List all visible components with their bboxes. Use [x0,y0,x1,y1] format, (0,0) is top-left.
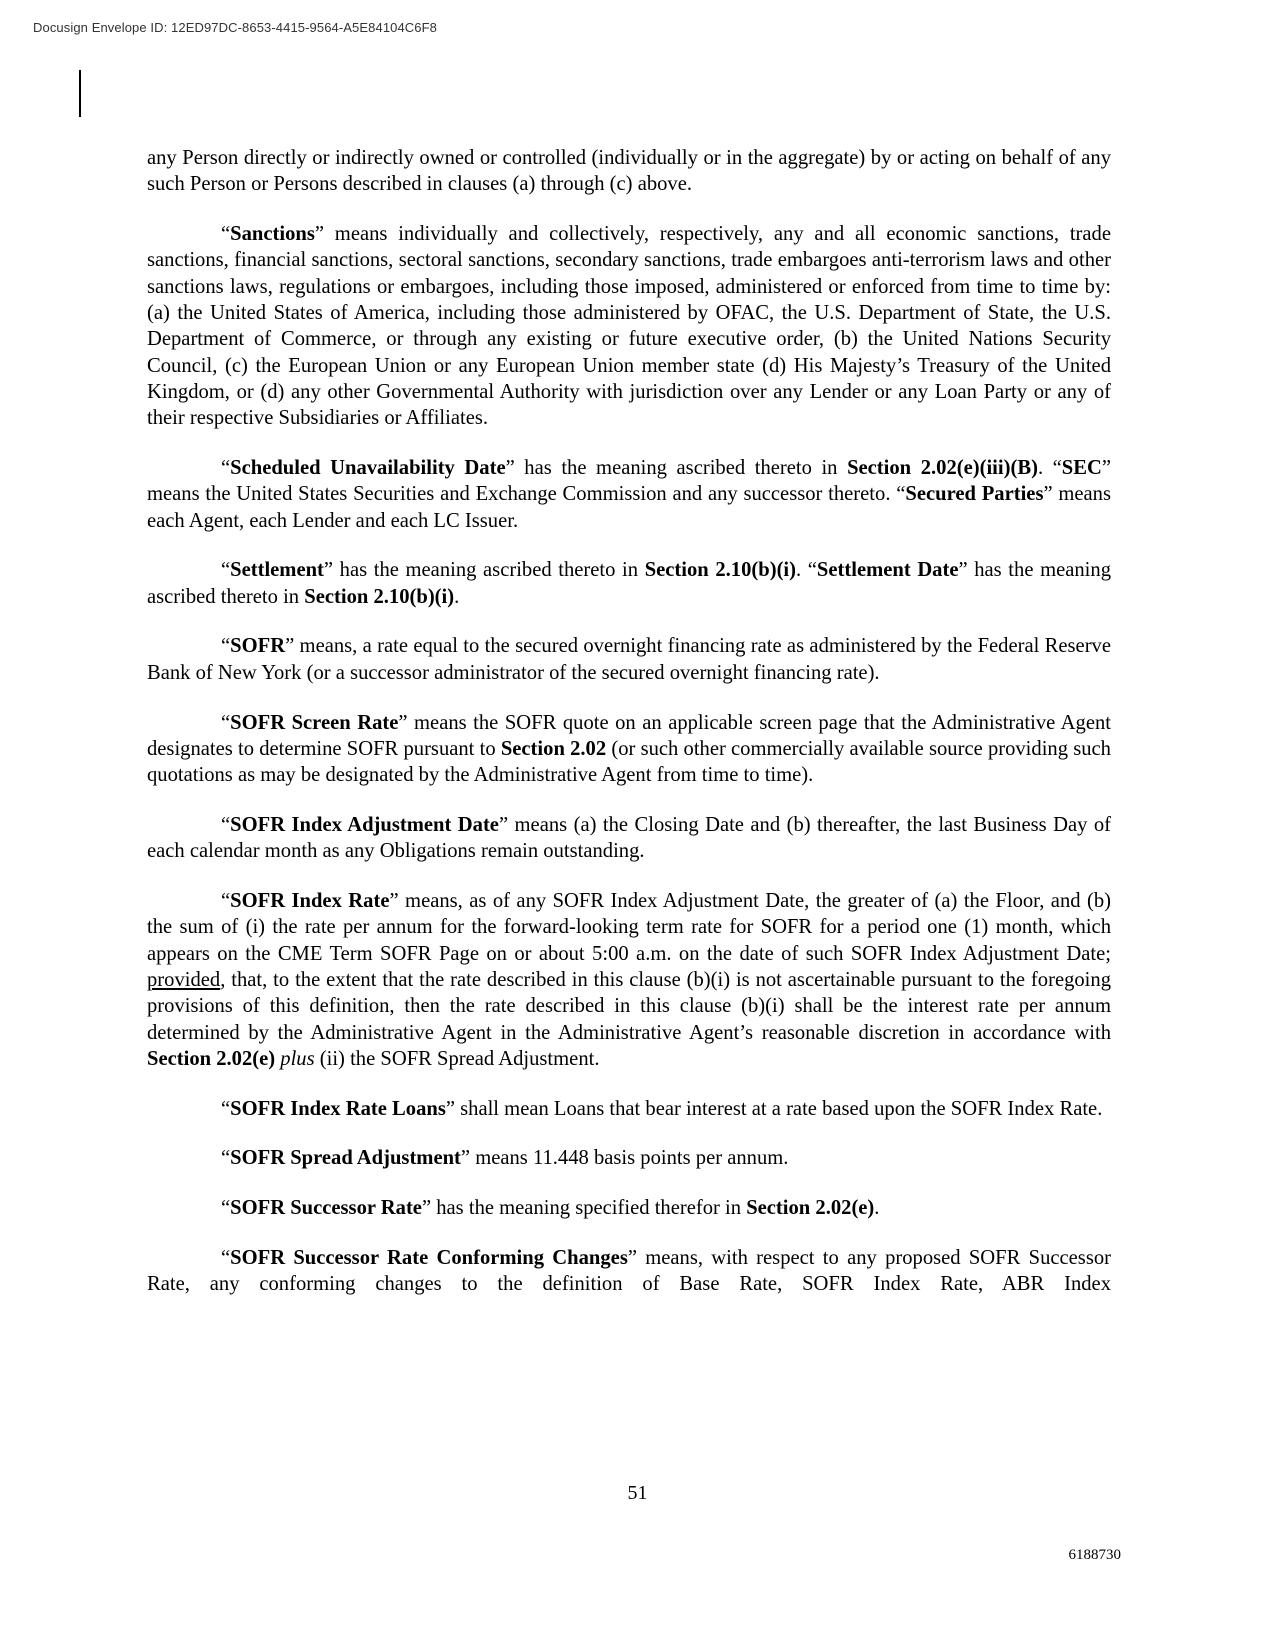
definition-text: . “ [1037,456,1062,479]
section-reference: Section 2.02(e) [147,1047,276,1070]
defined-term: SEC [1061,456,1102,479]
definition-sofr-spread-adjustment: “SOFR Spread Adjustment” means 11.448 basis points per annum. [221,1147,789,1170]
defined-term: Secured Parties [905,483,1044,506]
definition-text: ” means (a) the Closing Date and (b) thereafter, the last Business Day of each calendar month as any Obligations remain outstanding. [147,813,1111,863]
definition-sofr: “SOFR” means, a rate equal to the secured overnight financing rate as administered by the Federal Reserve Bank of New York (or a successor administrator of the secured overnight financing rate). [147,635,1111,684]
definition-settlement: “Settlement” has the meaning ascribed thereto in Section 2.10(b)(i). “Settlement Date” has the meaning ascribed thereto in Section 2.10(b)(i). [147,559,1111,608]
defined-term: SOFR Index Rate Loans [230,1097,446,1120]
definition-text: ” means individually and collectively, respectively, any and all economic sanctions, trade sanctions, financial sanctions, sectoral sanctions, secondary sanctions, trade embargoes anti-terrorism laws and other sanctions laws, regulations or embargoes, including those imposed, administered or enforced from time to time by: (a) the United States of America, including those administered by OFAC, the U.S. Department of State, the U.S. Department of Commerce, or through any existing or future executive order, (b) the United Nations Security Council, (c) the European Union or any European Union member state (d) His Majesty’s Treasury of the United Kingdom, or (d) any other Governmental Authority with jurisdiction over any Lender or any Loan Party or any of their respective Subsidiaries or Affiliates. [147,223,1111,430]
change-bar [79,70,81,117]
defined-term: SOFR Screen Rate [230,711,399,734]
definition-sofr-successor-rate-conforming-changes: “SOFR Successor Rate Conforming Changes” means, with respect to any proposed SOFR Successor Rate, any conforming changes to the definition of Base Rate, SOFR Index Rate, ABR Index [147,1247,1111,1296]
definition-text: . [874,1197,880,1220]
definition-text: ” means the United States Securities and Exchange Commission and any successor thereto. “ [147,456,1111,506]
section-reference: Section 2.10(b)(i) [644,559,797,582]
definition-text: ” means, as of any SOFR Index Adjustment Date, the greater of (a) the Floor, and (b) the sum of (i) the rate per annum for the forward-looking term rate for SOFR for a period one (1) month, which appears on the CME Term SOFR Page on or about 5:00 a.m. on the date of such SOFR Index Adjustment Date; [147,890,1111,965]
definition-text: ” has the meaning ascribed thereto in [323,559,645,582]
definition-text: , that, to the extent that the rate described in this clause (b)(i) is not ascertainable pursuant to the foregoing provisions of this definition, then the rate described in this clause (b)(i) shall be the interest rate per annum determined by the Administrative Agent in the Administrative Agent’s reasonable discretion in accordance with [147,968,1111,1044]
defined-term: SOFR Successor Rate Conforming Changes [230,1247,628,1269]
defined-term: SOFR Successor Rate [230,1197,422,1220]
document-body [147,145,1111,1321]
definition-sofr-index-adjustment-date: “SOFR Index Adjustment Date” means (a) the Closing Date and (b) thereafter, the last Business Day of each calendar month as any Obligations remain outstanding. [147,813,1111,863]
defined-term: Sanctions [230,223,315,246]
plus-term: plus [280,1047,315,1070]
defined-term: Settlement [230,559,324,582]
document-number: 6188730 [1068,1547,1121,1563]
defined-term: SOFR [230,635,286,658]
definition-text: ” means each Agent, each Lender and each LC Issuer. [147,483,1111,532]
definition-text: (or such other commercially available source providing such quotations as may be designated by the Administrative Agent from time to time). [147,737,1111,787]
definition-text: ” means the SOFR quote on an applicable screen page that the Administrative Agent designates to determine SOFR pursuant to [147,711,1112,760]
defined-term: SOFR Spread Adjustment [230,1147,461,1170]
definition-text: ” means, with respect to any proposed SOFR Successor Rate, any conforming changes to the definition of Base Rate, SOFR Index Rate, ABR Index [147,1247,1111,1296]
paragraph-continuation: any Person directly or indirectly owned or controlled (individually or in the aggregate) by or acting on behalf of any such Person or Persons described in clauses (a) through (c) above. [147,147,1111,196]
defined-term: SOFR Index Rate [230,890,390,913]
definition-text: (ii) the SOFR Spread Adjustment. [314,1047,600,1070]
section-reference: Section 2.10(b)(i) [304,585,455,608]
definition-text: ” has the meaning specified therefor in [421,1197,747,1220]
definition-sofr-index-rate: “SOFR Index Rate” means, as of any SOFR Index Adjustment Date, the greater of (a) the Floor, and (b) the sum of (i) the rate per annum for the forward-looking term rate for SOFR for a period one (1) month, which appears on the CME Term SOFR Page on or about 5:00 a.m. on the date of such SOFR Index Adjustment Date; provided, that, to the extent that the rate described in this clause (b)(i) is not ascertainable pursuant to the foregoing provisions of this definition, then the rate described in this clause (b)(i) shall be the interest rate per annum determined by the Administrative Agent in the Administrative Agent’s reasonable discretion in accordance with Section 2.02(e) plus (ii) the SOFR Spread Adjustment. [147,890,1111,1070]
definition-text: ” has the meaning ascribed thereto in [505,456,848,479]
definition-text: . [454,585,460,608]
definition-scheduled-unavailability-date: “Scheduled Unavailability Date” has the meaning ascribed thereto in Section 2.02(e)(iii)(B). “SEC” means the United States Securities and Exchange Commission and any successor thereto. “Secured Parties” means each Agent, each Lender and each LC Issuer. [147,456,1111,532]
definition-text: ” has the meaning ascribed thereto in [147,559,1111,608]
section-reference: Section 2.02 [500,737,607,760]
defined-term: SOFR Index Adjustment Date [230,813,499,836]
definition-sofr-successor-rate: “SOFR Successor Rate” has the meaning specified therefor in Section 2.02(e). [221,1197,880,1220]
defined-term: Scheduled Unavailability Date [230,456,506,479]
page-number: 51 [627,1482,648,1504]
defined-term: Settlement Date [816,559,959,582]
definition-sofr-screen-rate: “SOFR Screen Rate” means the SOFR quote on an applicable screen page that the Administrative Agent designates to determine SOFR pursuant to Section 2.02 (or such other commercially available source providing such quotations as may be designated by the Administrative Agent from time to time). [147,711,1112,787]
definition-sofr-index-rate-loans: “SOFR Index Rate Loans” shall mean Loans that bear interest at a rate based upon the SOFR Index Rate. [221,1097,1103,1120]
definition-text: ” shall mean Loans that bear interest at a rate based upon the SOFR Index Rate. [445,1097,1103,1120]
envelope-id: Docusign Envelope ID: 12ED97DC-8653-4415-9564-A5E84104C6F8 [33,20,437,35]
provided-term: provided [147,968,221,991]
definition-sanctions: “Sanctions” means individually and collectively, respectively, any and all economic sanctions, trade sanctions, financial sanctions, sectoral sanctions, secondary sanctions, trade embargoes anti-terrorism laws and other sanctions laws, regulations or embargoes, including those imposed, administered or enforced from time to time by: (a) the United States of America, including those administered by OFAC, the U.S. Department of State, the U.S. Department of Commerce, or through any existing or future executive order, (b) the United Nations Security Council, (c) the European Union or any European Union member state (d) His Majesty’s Treasury of the United Kingdom, or (d) any other Governmental Authority with jurisdiction over any Lender or any Loan Party or any of their respective Subsidiaries or Affiliates. [147,223,1111,430]
definition-text: ” means 11.448 basis points per annum. [460,1147,789,1170]
section-reference: Section 2.02(e)(iii)(B) [847,456,1038,479]
definition-text: . “ [796,559,817,582]
section-reference: Section 2.02(e) [746,1197,875,1220]
definition-text: ” means, a rate equal to the secured overnight financing rate as administered by the Federal Reserve Bank of New York (or a successor administrator of the secured overnight financing rate). [147,635,1111,684]
